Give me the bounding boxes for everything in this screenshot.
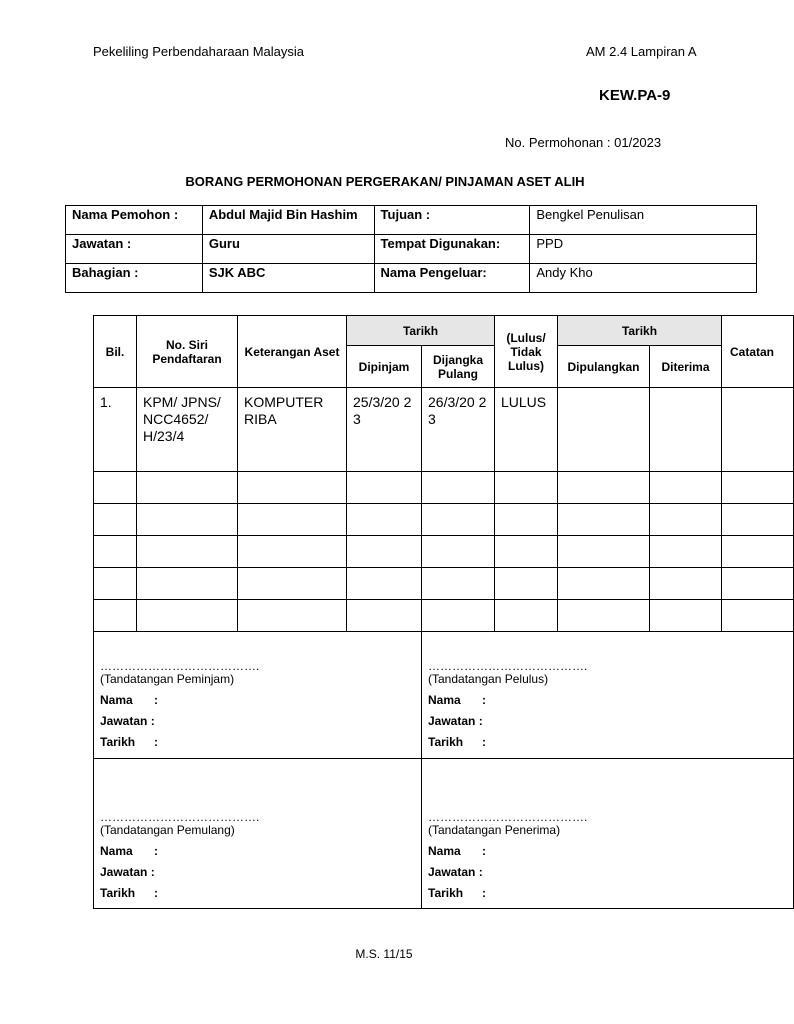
header-diterima: Diterima — [650, 346, 722, 388]
jawatan-label: Jawatan : — [66, 235, 203, 264]
info-row-pemohon — [66, 206, 757, 235]
jawatan-label: Jawatan : — [100, 714, 155, 728]
tempat-label: Tempat Digunakan: — [374, 235, 530, 264]
asset-table — [93, 315, 794, 909]
table-row-empty — [94, 536, 794, 568]
signature-block-pelulus: …………………………………. (Tandatangan Pelulus) Nama : Jawatan : Tarikh : — [422, 632, 794, 759]
row-bil: 1. — [94, 388, 137, 472]
nama-label: Nama — [428, 693, 461, 707]
table-header-row-1 — [94, 316, 794, 346]
signature-line: …………………………………. — [428, 810, 588, 824]
row-lulus: LULUS — [495, 388, 558, 472]
pengeluar-label: Nama Pengeluar: — [374, 264, 530, 293]
signature-caption-pemulang: (Tandatangan Pemulang) — [100, 823, 235, 837]
header-dijangka-pulang: Dijangka Pulang — [422, 346, 495, 388]
tarikh-label: Tarikh — [428, 735, 464, 749]
row-dipinjam: 25/3/20 23 — [347, 388, 422, 472]
header-lulus: (Lulus/ Tidak Lulus) — [495, 316, 558, 388]
row-dipulangkan — [558, 388, 650, 472]
table-row — [94, 388, 794, 472]
header-keterangan: Keterangan Aset — [238, 316, 347, 388]
bahagian-value: SJK ABC — [202, 264, 374, 293]
header-no-siri: No. Siri Pendaftaran — [137, 316, 238, 388]
tarikh-label: Tarikh — [428, 886, 464, 900]
nama-pemohon-value: Abdul Majid Bin Hashim — [202, 206, 374, 235]
nama-label: Nama — [428, 844, 461, 858]
table-row-empty — [94, 568, 794, 600]
signature-line: …………………………………. — [428, 659, 588, 673]
nama-pemohon-label: Nama Pemohon : — [66, 206, 203, 235]
header-left-text: Pekeliling Perbendaharaan Malaysia — [93, 44, 305, 59]
signature-row-1 — [94, 632, 794, 759]
application-number: No. Permohonan : 01/2023 — [505, 135, 662, 150]
applicant-info-table — [65, 205, 757, 293]
row-dijangka-pulang: 26/3/20 23 — [422, 388, 495, 472]
signature-row-2 — [94, 759, 794, 909]
signature-block-penerima: …………………………………. (Tandatangan Penerima) Nama : Jawatan : Tarikh : — [422, 759, 794, 909]
signature-block-peminjam: …………………………………. (Tandatangan Peminjam) Nama : Jawatan : Tarikh : — [94, 632, 422, 759]
signature-block-pemulang: …………………………………. (Tandatangan Pemulang) Nama : Jawatan : Tarikh : — [94, 759, 422, 909]
table-row-empty — [94, 600, 794, 632]
tarikh-label: Tarikh — [100, 735, 136, 749]
tujuan-value: Bengkel Penulisan — [530, 206, 757, 235]
header-catatan: Catatan — [722, 316, 794, 388]
signature-caption-pelulus: (Tandatangan Pelulus) — [428, 672, 549, 686]
nama-label: Nama — [100, 693, 133, 707]
row-no-siri: KPM/ JPNS/ NCC4652/ H/23/4 — [137, 388, 238, 472]
pengeluar-value: Andy Kho — [530, 264, 757, 293]
jawatan-value: Guru — [202, 235, 374, 264]
header-dipulangkan: Dipulangkan — [558, 346, 650, 388]
signature-line: …………………………………. — [100, 659, 260, 673]
row-diterima — [650, 388, 722, 472]
tarikh-label: Tarikh — [100, 886, 136, 900]
header-tarikh-pulang: Tarikh — [558, 316, 722, 346]
header-bil: Bil. — [94, 316, 137, 388]
table-row-empty — [94, 472, 794, 504]
jawatan-label: Jawatan : — [428, 865, 483, 879]
row-keterangan: KOMPUTER RIBA — [238, 388, 347, 472]
header-dipinjam: Dipinjam — [347, 346, 422, 388]
info-row-bahagian — [66, 264, 757, 293]
header-right-text: AM 2.4 Lampiran A — [586, 44, 697, 59]
tujuan-label: Tujuan : — [374, 206, 530, 235]
signature-caption-penerima: (Tandatangan Penerima) — [428, 823, 561, 837]
info-row-jawatan — [66, 235, 757, 264]
signature-line: …………………………………. — [100, 810, 260, 824]
nama-label: Nama — [100, 844, 133, 858]
form-title: BORANG PERMOHONAN PERGERAKAN/ PINJAMAN ASET ALIH — [185, 174, 585, 189]
signature-caption-peminjam: (Tandatangan Peminjam) — [100, 672, 235, 686]
jawatan-label: Jawatan : — [100, 865, 155, 879]
form-code: KEW.PA-9 — [599, 87, 671, 104]
page-number: M.S. 11/15 — [355, 947, 413, 961]
jawatan-label: Jawatan : — [428, 714, 483, 728]
row-catatan — [722, 388, 794, 472]
bahagian-label: Bahagian : — [66, 264, 203, 293]
header-tarikh-pinjam: Tarikh — [347, 316, 495, 346]
tempat-value: PPD — [530, 235, 757, 264]
table-row-empty — [94, 504, 794, 536]
